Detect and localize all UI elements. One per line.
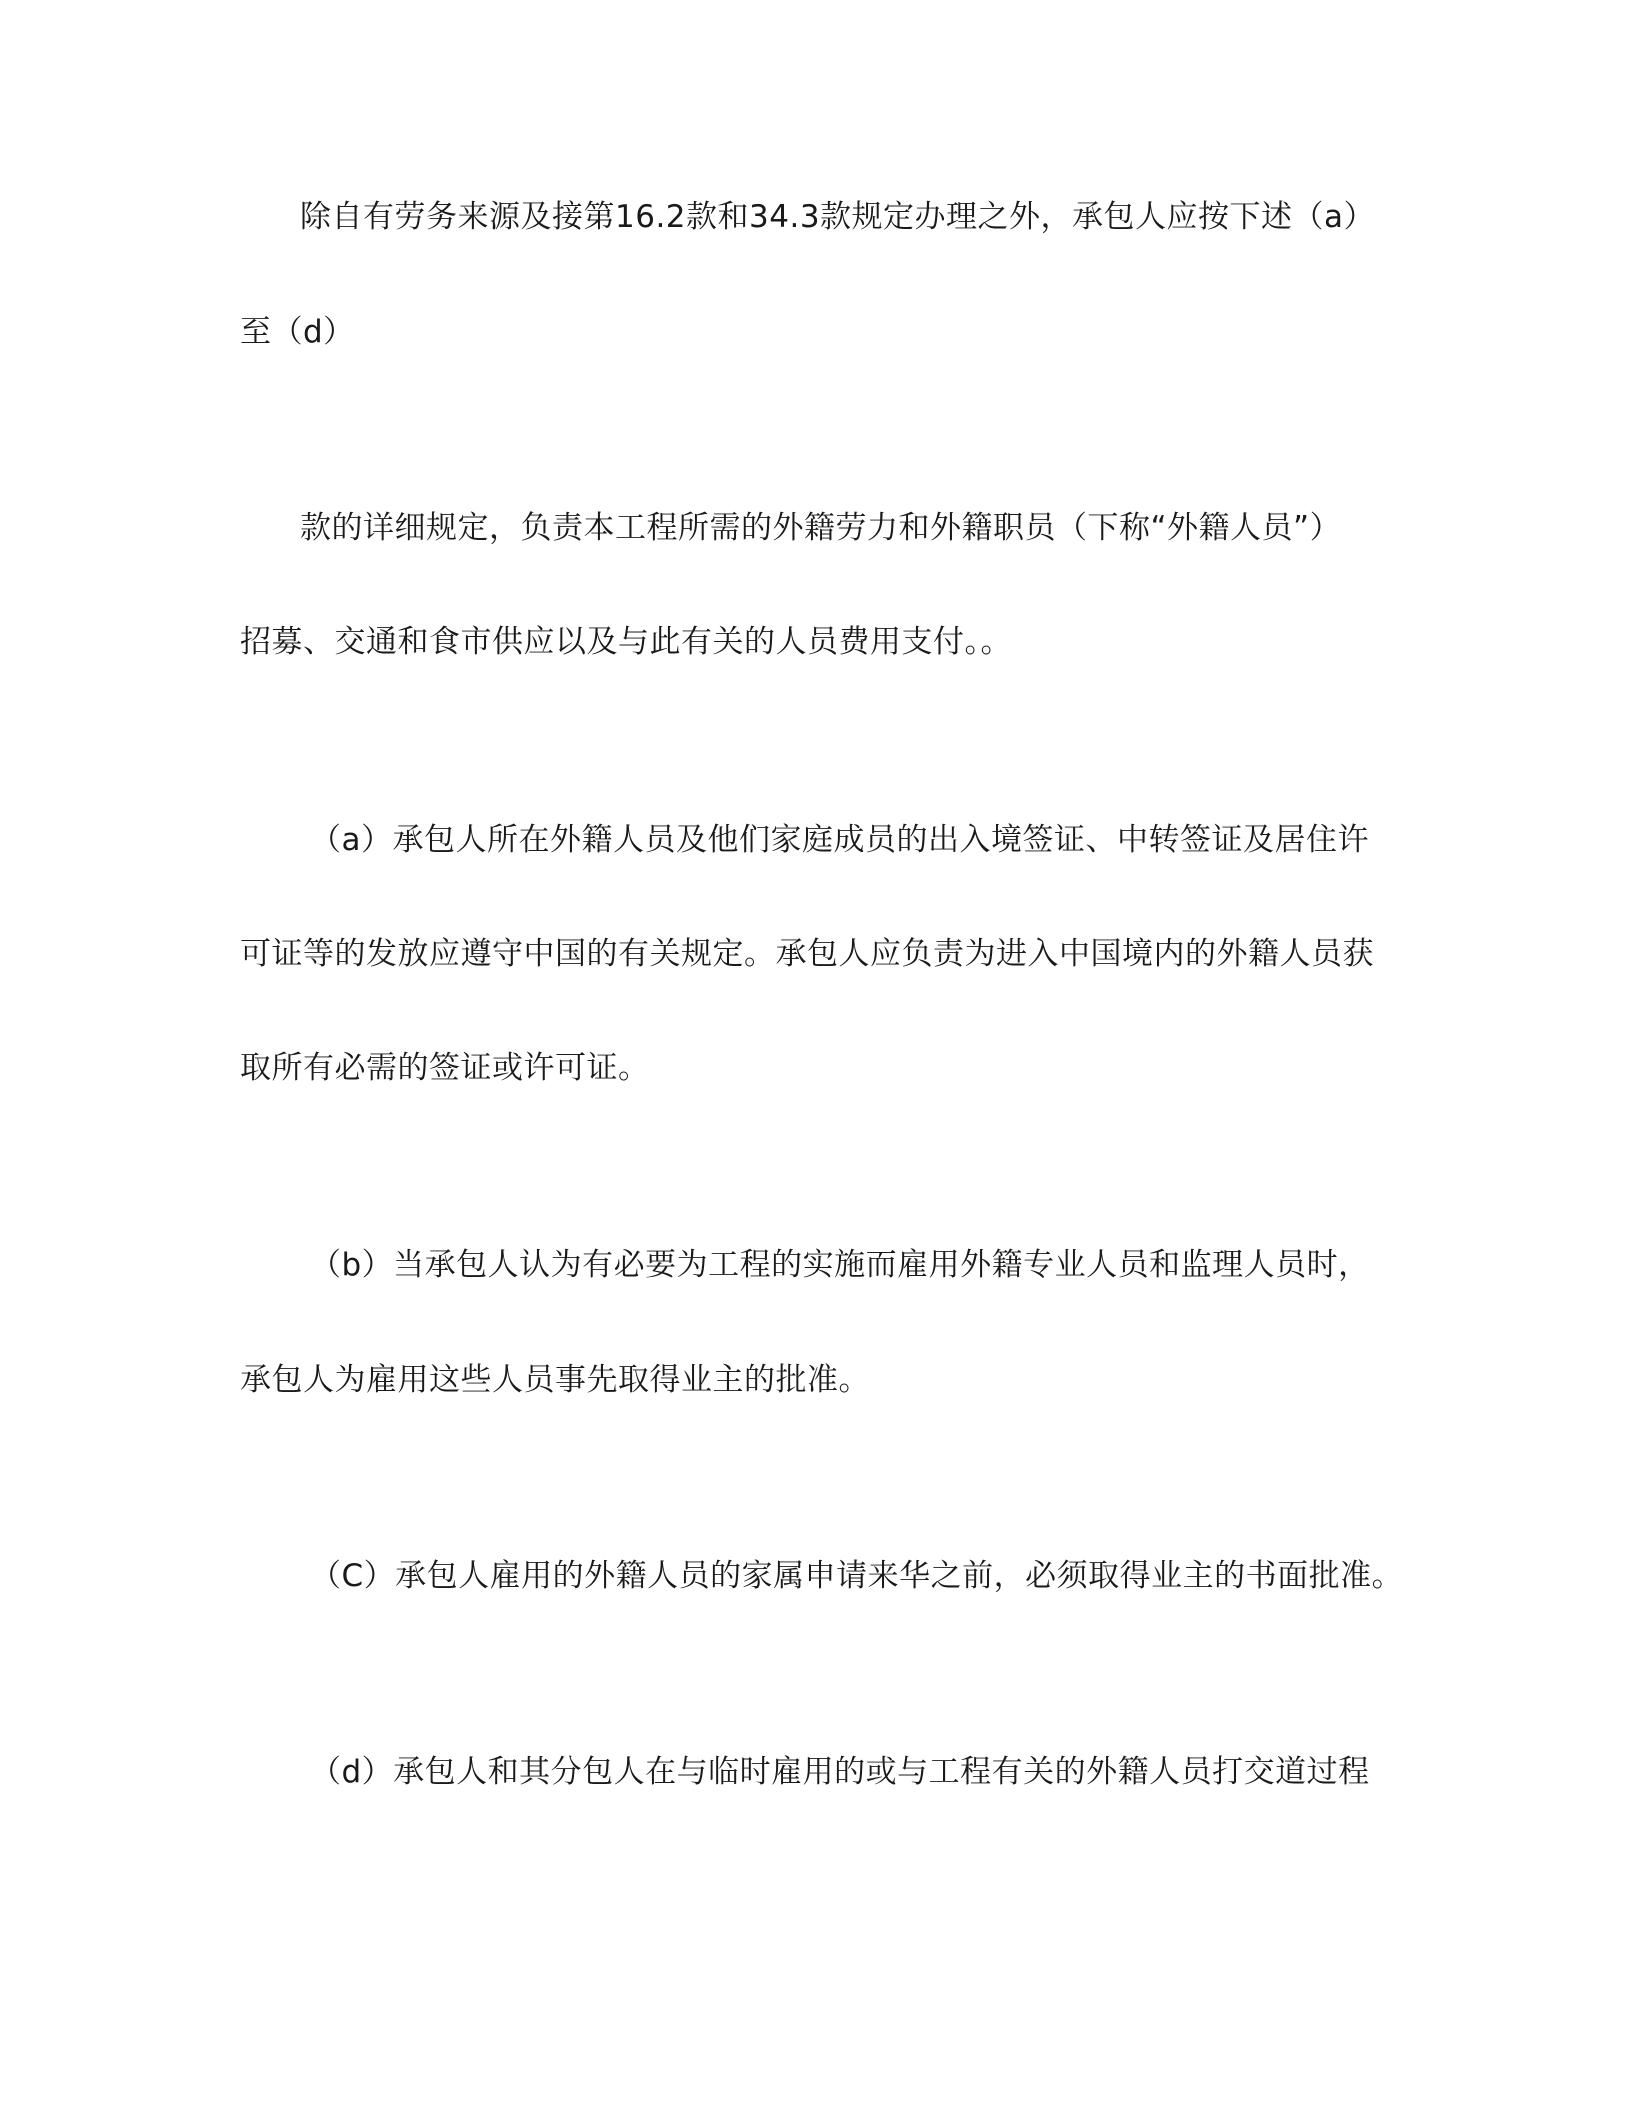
paragraph-intro-line-1: 除自有劳务来源及接第16.2款和34.3款规定办理之外，承包人应按下述（a） (300, 199, 1376, 235)
clause-b-line-1: （b）当承包人认为有必要为工程的实施而雇用外籍专业人员和监理人员时， (310, 1247, 1370, 1283)
clause-a-line-1: （a）承包人所在外籍人员及他们家庭成员的出入境签证、中转签证及居住许 (310, 822, 1369, 858)
clause-a-line-2: 可证等的发放应遵守中国的有关规定。承包人应负责为进入中国境内的外籍人员获 (240, 936, 1374, 972)
clause-a-line-3: 取所有必需的签证或许可证。 (240, 1050, 650, 1086)
paragraph-scope-line-2: 招募、交通和食市供应以及与此有关的人员费用支付。。 (240, 624, 1012, 660)
clause-c-line-1: （C）承包人雇用的外籍人员的家属申请来华之前，必须取得业主的书面批准。 (310, 1558, 1404, 1594)
clause-d-line-1: （d）承包人和其分包人在与临时雇用的或与工程有关的外籍人员打交道过程 (310, 1754, 1370, 1790)
paragraph-scope-line-1: 款的详细规定，负责本工程所需的外籍劳力和外籍职员（下称“外籍人员”） (300, 510, 1342, 546)
paragraph-intro-line-2: 至（d） (240, 314, 355, 350)
clause-b-line-2: 承包人为雇用这些人员事先取得业主的批准。 (240, 1362, 870, 1398)
